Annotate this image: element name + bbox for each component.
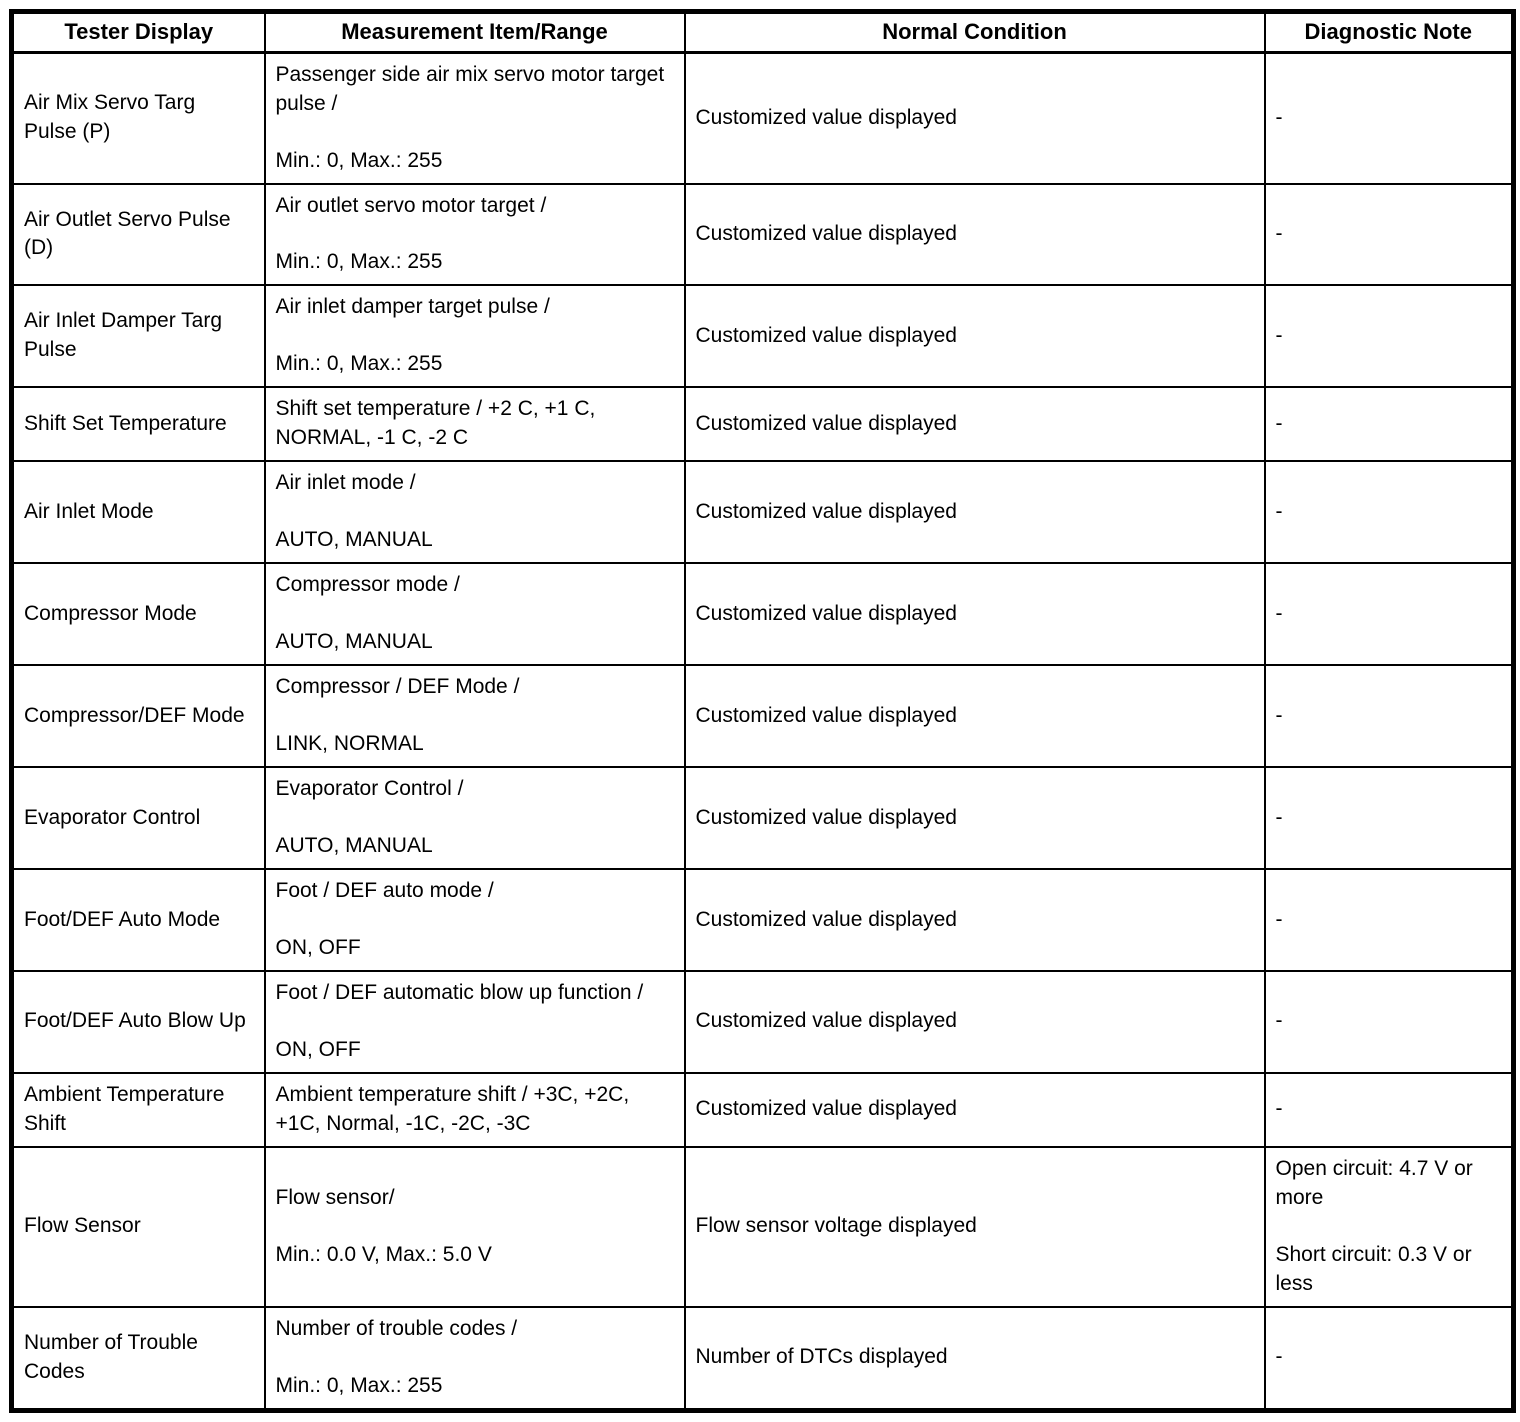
normal-condition-cell: Customized value displayed [685, 1073, 1265, 1147]
diagnostic-note-line: - [1275, 805, 1283, 829]
table-header-row [12, 12, 1514, 53]
measurement-item-range-cell [265, 869, 685, 971]
table-row [12, 767, 1514, 869]
measurement-item-line: Ambient temperature shift / +3C, +2C, +1C, Normal, -1C, -2C, -3C [275, 1082, 630, 1135]
diagnostic-note-line: - [1275, 1097, 1283, 1121]
normal-condition-cell: Customized value displayed [685, 767, 1265, 869]
table-row [12, 52, 1514, 183]
tester-display-cell: Air Inlet Damper Targ Pulse [12, 285, 265, 387]
table-row [12, 869, 1514, 971]
normal-condition-cell: Flow sensor voltage displayed [685, 1147, 1265, 1307]
normal-condition-cell: Customized value displayed [685, 665, 1265, 767]
diagnostic-note-line: - [1275, 221, 1283, 245]
diagnostic-note-line: - [1275, 323, 1283, 347]
tester-display-cell: Air Outlet Servo Pulse (D) [12, 184, 265, 286]
diagnostic-note-line: - [1275, 499, 1283, 523]
normal-condition-cell: Customized value displayed [685, 184, 1265, 286]
diagnostic-note-line: - [1275, 1009, 1283, 1033]
measurement-item-line: ON, OFF [275, 936, 361, 960]
table-row [12, 1073, 1514, 1147]
measurement-item-range-cell [265, 1073, 685, 1147]
diagnostic-note-line: - [1275, 601, 1283, 625]
measurement-item-range-cell [265, 1147, 685, 1307]
normal-condition-cell: Customized value displayed [685, 387, 1265, 461]
normal-condition-cell: Number of DTCs displayed [685, 1307, 1265, 1410]
diagnostic-note-line: - [1275, 105, 1283, 129]
measurement-item-line: Compressor / DEF Mode / [275, 675, 520, 699]
normal-condition-cell: Customized value displayed [685, 461, 1265, 563]
table-row [12, 461, 1514, 563]
table-row [12, 1307, 1514, 1410]
tester-display-cell: Air Inlet Mode [12, 461, 265, 563]
measurement-item-range-cell [265, 387, 685, 461]
table-row [12, 1147, 1514, 1307]
table-row [12, 971, 1514, 1073]
tester-display-cell: Compressor/DEF Mode [12, 665, 265, 767]
measurement-item-line: Min.: 0, Max.: 255 [275, 352, 443, 376]
diagnostic-note-cell [1265, 1147, 1514, 1307]
measurement-item-line: Evaporator Control / [275, 777, 464, 801]
measurement-item-line: LINK, NORMAL [275, 732, 424, 756]
measurement-item-line: Air outlet servo motor target / [275, 193, 547, 217]
diagnostic-note-cell [1265, 387, 1514, 461]
diagnostic-note-cell [1265, 285, 1514, 387]
measurement-item-line: Passenger side air mix servo motor target pulse / [275, 62, 665, 115]
diagnostic-note-cell [1265, 869, 1514, 971]
diagnostic-note-cell [1265, 461, 1514, 563]
measurement-item-line: Min.: 0, Max.: 255 [275, 1373, 443, 1397]
tester-display-cell: Foot/DEF Auto Mode [12, 869, 265, 971]
tester-display-cell: Evaporator Control [12, 767, 265, 869]
diagnostic-note-cell [1265, 1073, 1514, 1147]
column-header-normal-condition: Normal Condition [685, 12, 1265, 53]
tester-display-cell: Foot/DEF Auto Blow Up [12, 971, 265, 1073]
measurement-item-range-cell [265, 563, 685, 665]
measurement-item-line: Air inlet mode / [275, 471, 416, 495]
measurement-item-range-cell [265, 1307, 685, 1410]
column-header-diagnostic-note: Diagnostic Note [1265, 12, 1514, 53]
measurement-item-line: Shift set temperature / +2 C, +1 C, NORMAL, -1 C, -2 C [275, 397, 596, 450]
table-row [12, 285, 1514, 387]
diagnostic-data-table [9, 9, 1516, 1413]
measurement-item-line: Min.: 0, Max.: 255 [275, 148, 443, 172]
diagnostic-note-cell [1265, 971, 1514, 1073]
table-row [12, 184, 1514, 286]
diagnostic-note-cell [1265, 767, 1514, 869]
diagnostic-note-cell [1265, 52, 1514, 183]
measurement-item-line: Compressor mode / [275, 573, 460, 597]
measurement-item-line: Air inlet damper target pulse / [275, 295, 550, 319]
normal-condition-cell: Customized value displayed [685, 563, 1265, 665]
measurement-item-range-cell [265, 767, 685, 869]
normal-condition-cell: Customized value displayed [685, 971, 1265, 1073]
diagnostic-note-cell [1265, 1307, 1514, 1410]
diagnostic-note-line: - [1275, 703, 1283, 727]
diagnostic-note-line: - [1275, 1345, 1283, 1369]
measurement-item-range-cell [265, 184, 685, 286]
normal-condition-cell: Customized value displayed [685, 285, 1265, 387]
diagnostic-note-line: - [1275, 907, 1283, 931]
measurement-item-range-cell [265, 665, 685, 767]
measurement-item-range-cell [265, 971, 685, 1073]
measurement-item-line: Number of trouble codes / [275, 1316, 518, 1340]
measurement-item-line: ON, OFF [275, 1037, 361, 1061]
tester-display-cell: Number of Trouble Codes [12, 1307, 265, 1410]
diagnostic-note-cell [1265, 665, 1514, 767]
tester-display-cell: Air Mix Servo Targ Pulse (P) [12, 52, 265, 183]
measurement-item-line: AUTO, MANUAL [275, 630, 433, 654]
measurement-item-line: Foot / DEF automatic blow up function / [275, 981, 644, 1004]
tester-display-cell: Flow Sensor [12, 1147, 265, 1307]
measurement-item-line: AUTO, MANUAL [275, 528, 433, 552]
measurement-item-line: Min.: 0, Max.: 255 [275, 250, 443, 274]
measurement-item-line: Flow sensor/ [275, 1185, 395, 1209]
diagnostic-note-line: Short circuit: 0.3 V or less [1275, 1242, 1472, 1295]
tester-display-cell: Compressor Mode [12, 563, 265, 665]
measurement-item-range-cell [265, 461, 685, 563]
diagnostic-note-cell [1265, 563, 1514, 665]
table-row [12, 387, 1514, 461]
diagnostic-note-cell [1265, 184, 1514, 286]
measurement-item-range-cell [265, 52, 685, 183]
table-body [12, 52, 1514, 1410]
column-header-measurement-item-range: Measurement Item/Range [265, 12, 685, 53]
column-header-tester-display: Tester Display [12, 12, 265, 53]
measurement-item-line: Foot / DEF auto mode / [275, 879, 494, 903]
tester-display-cell: Shift Set Temperature [12, 387, 265, 461]
table-row [12, 563, 1514, 665]
table-row [12, 665, 1514, 767]
measurement-item-range-cell [265, 285, 685, 387]
normal-condition-cell: Customized value displayed [685, 52, 1265, 183]
diagnostic-note-line: - [1275, 411, 1283, 435]
normal-condition-cell: Customized value displayed [685, 869, 1265, 971]
measurement-item-line: Min.: 0.0 V, Max.: 5.0 V [275, 1242, 492, 1266]
measurement-item-line: AUTO, MANUAL [275, 834, 433, 858]
tester-display-cell: Ambient Temperature Shift [12, 1073, 265, 1147]
diagnostic-note-line: Open circuit: 4.7 V or more [1275, 1156, 1473, 1209]
